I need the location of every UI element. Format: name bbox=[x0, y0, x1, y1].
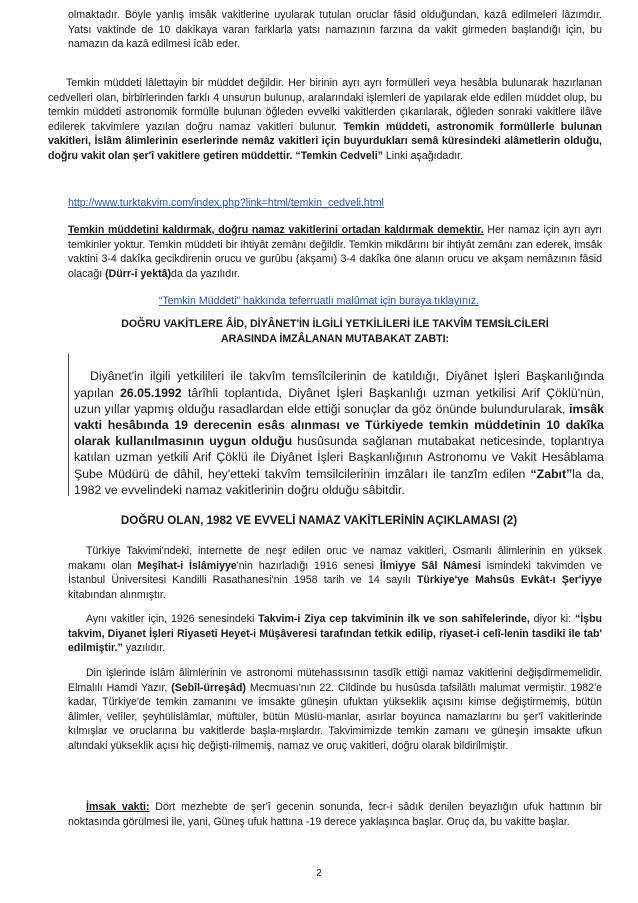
p6-c: yazılıdır. bbox=[122, 642, 166, 655]
p5-ilmiyye: İlmiyye Sâl Nâmesi bbox=[379, 559, 481, 572]
temkin-definition-text: Temkin müddeti lâlettayin bir müddet değildir. Her birinin ayrı ayrı formülleri veya hesâbla bulunarak hazırlanan cedvelleri olan, birbirlerinden farklı 4 unsurun bulunup, aralarındaki işlemleri de yapılarak elde edilen müddet olup, bu temkin müddeti astronomik formülle bulunan öğleden evvelki vakitlerden çıkarılarak, öğleden sonraki vakitlere ilâve edilerek takvimlere yazılan doğru namaz vakitleri bulunur. bbox=[48, 77, 602, 133]
p5-mesihat: Meşîhat-i İslâmiyye bbox=[137, 559, 237, 572]
zabit-text-c: husûsunda sağlanan mutabakat neticesinde, toplantıya katılan uzman yetkili Arif Çöklü ile Diyânet İşleri Başkanlığının Astronomu ve Vakit Hesâblama Şube Müdürü de dâhil, hey'etteki takvîm temsilcilerinin imzâları ile tanzîm edilen bbox=[74, 434, 604, 481]
temkin-definition-tail: Linki aşağıdadır. bbox=[382, 149, 464, 162]
heading-aciklama: DOĞRU OLAN, 1982 VE EVVELİ NAMAZ VAKİTLERİNİN AÇIKLAMASI (2) bbox=[120, 514, 518, 527]
p7-a: Din işlerinde islâm âlimlerinin ve astronomi mütehassısının tasdîk ettiği namaz vakitlerini değişdirmemelidir. Elmalılı Hamdi Yazır, bbox=[68, 667, 602, 694]
p7-sebil: (Sebîl-ürreşâd) bbox=[171, 681, 246, 694]
p6-quote: “İşbu takvim, Diyanet İşleri Riyaseti Heyet-i Müşâveresi tarafından tetkik edilip, riyaset-i celî-lenin tasdiki ile tab' edilmiştir.” bbox=[68, 613, 603, 655]
temkin-cedveli-link[interactable]: http://www.turktakvim.com/index.php?link=html/temkin_cedveli.html bbox=[68, 197, 384, 209]
heading-mutabakat-line2: ARASINDA İMZÂLANAN MUTABAKAT ZABTI: bbox=[220, 332, 450, 345]
temkin-removal-text: Her namaz için ayrı ayrı temkinler yoktur. Temkin müddeti bir ihtiyât zemânı değildir. Temkin mikdârını bir ihtiyât zemânı zan ederek, imsâk vaktini 3-4 dakîka gecikdirenin orucu ve gurûbu (akşamı) 3-4 dakîka öne alanın orucu ve akşam nemâzının fâsid olacağı bbox=[68, 224, 602, 280]
temkin-definition-bold: Temkin müddeti, astronomik formüllerle bulunan vakitleri, İslâm âlimlerinin eserlerinde nemâz vakitleri için buyurdukları semâ küresindeki alâmetlerin olduğu, doğru vakit olan şer'î vakitlere getiren müddettir. “Temkin Cedveli” bbox=[48, 120, 602, 162]
p6-a: Aynı vakitler için, 1926 senesindeki bbox=[86, 613, 259, 625]
temkin-muddeti-link[interactable]: “Temkin Müddeti” hakkında teferruatlı malûmat için buraya tıklayınız. bbox=[158, 295, 480, 307]
zabit-text-a: Diyânet'in ilgili yetkilileri ile takvîm temsîlcilerinin de katıldığı, Diyânet İşleri Başkanlığında yapılan bbox=[74, 369, 604, 400]
paragraph-takvim-i-ziya bbox=[68, 612, 602, 656]
p5-evkat: Türkiye'ye Mahsûs Evkât-ı Şer'iyye bbox=[416, 574, 603, 587]
zabit-date: 26.05.1992 bbox=[120, 385, 182, 400]
p6-ziya: Takvim-i Ziya cep takviminin ilk ve son sahîfelerinde, bbox=[258, 613, 530, 625]
paragraph-temkin-removal bbox=[68, 223, 602, 281]
p6-b: diyor ki: bbox=[529, 613, 575, 625]
zabit-text-b: târîhli toplantıda, Diyânet İşleri Başkanlığı uzman yetkilisi Arif Çöklü'nün, uzun yıllar yapmış olduğu rasadlardan elde ettiği sonuçlar da göz önünde bulundurularak, bbox=[74, 385, 604, 416]
p5-a: Türkiye Takvimi'ndeki, internette de neşr edilen oruc ve namaz vakitleri, Osmanlı âlimlerinin en yüksek makamı olan bbox=[68, 545, 602, 572]
p5-d: kitabından alınmıştır. bbox=[68, 588, 166, 601]
zabit-text-d: la da, 1982 ve evvelindeki namaz vakitlerinin doğru olduğu sâbitdir. bbox=[74, 466, 604, 497]
page-number: 2 bbox=[316, 868, 322, 879]
paragraph-imsak bbox=[68, 800, 602, 829]
heading-mutabakat bbox=[80, 317, 590, 346]
zabit-word: “Zabıt” bbox=[530, 466, 573, 481]
paragraph-kaza: olmaktadır. Böyle yanlış imsâk vakitlerine uyularak tutulan oruclar fâsid olduğundan, kazâ edilmeleri lâzımdır. Yatsı vaktinde de 10 dakikaya varan farklarla yatsı namazının farzına da vakit girmeden başlandığı için, bu namazın da kazâ edilmesi îcâb eder. bbox=[68, 9, 602, 51]
p8-imsak-label: İmsak vakti: bbox=[86, 801, 150, 813]
p8-a: Dört mezhebte de şer'î gecenin sonunda, fecr-i sâdık denilen beyazlığın ufuk hattının bir noktasında görülmesi ile, yani, Güneş ufuk hattına -19 derece yaklaşınca başlar. Oruç da, bu vakitte başlar. bbox=[68, 801, 602, 828]
p5-c: ismindeki takvimden ve İstanbul Üniversitesi Kandilli Rasathanesi'nin 1958 tarih ve 14 sayılı bbox=[68, 559, 602, 587]
durr-i-yekta: (Dürr-i yektâ) bbox=[105, 267, 172, 280]
temkin-removal-tail: da da yazılıdır. bbox=[171, 267, 240, 280]
paragraph-din-isleri bbox=[68, 666, 602, 754]
p7-b: Mecmuası'nın 22. Cildinde bu husûsda tafsilâtlı malumat vermiştir. 1982'e kadar, Türkiye'de temkin zamanını ve imsakte güneşin ufuktan yükseklik açısını kimse değiştirmemiş, bütün âlimler, velîler, şeyhülislâmlar, müftüler, bütün Müslü-manlar, asırlar boyunca namazlarını bu şer'î vakitlerinde kılmışlar ve oruclarına bu vakitlerde başla-mışlardır. Takvimimizde temkin zamanı ve güneşin imsakte ufkun altındaki yükseklik açısı hiç değişti-rilmemiş, namaz ve oruç vakitleri, doğru olarak bildirilmiştir. bbox=[68, 681, 602, 752]
temkin-removal-bold: Temkin müddetini kaldırmak, doğru namaz vakitlerini ortadan kaldırmak demektir. bbox=[68, 224, 484, 236]
heading-mutabakat-line1: DOĞRU VAKİTLERE ÂİD, DİYÂNET'İN İLGİLİ YETKİLİLERİ İLE TAKVÎM TEMSİLCİLERİ bbox=[121, 318, 549, 330]
zabit-bold: imsâk vakti hesâbında 19 derecenin esâs alınması ve Türkiyede temkin müddetinin 10 dakîka olarak kullanılmasının uygun olduğu bbox=[74, 401, 604, 449]
paragraph-zabit bbox=[74, 368, 604, 498]
paragraph-turkiye-takvimi bbox=[68, 544, 602, 602]
paragraph-temkin-definition bbox=[48, 76, 602, 164]
p5-b: 'nin hazırladığı 1916 senesi bbox=[236, 559, 380, 572]
